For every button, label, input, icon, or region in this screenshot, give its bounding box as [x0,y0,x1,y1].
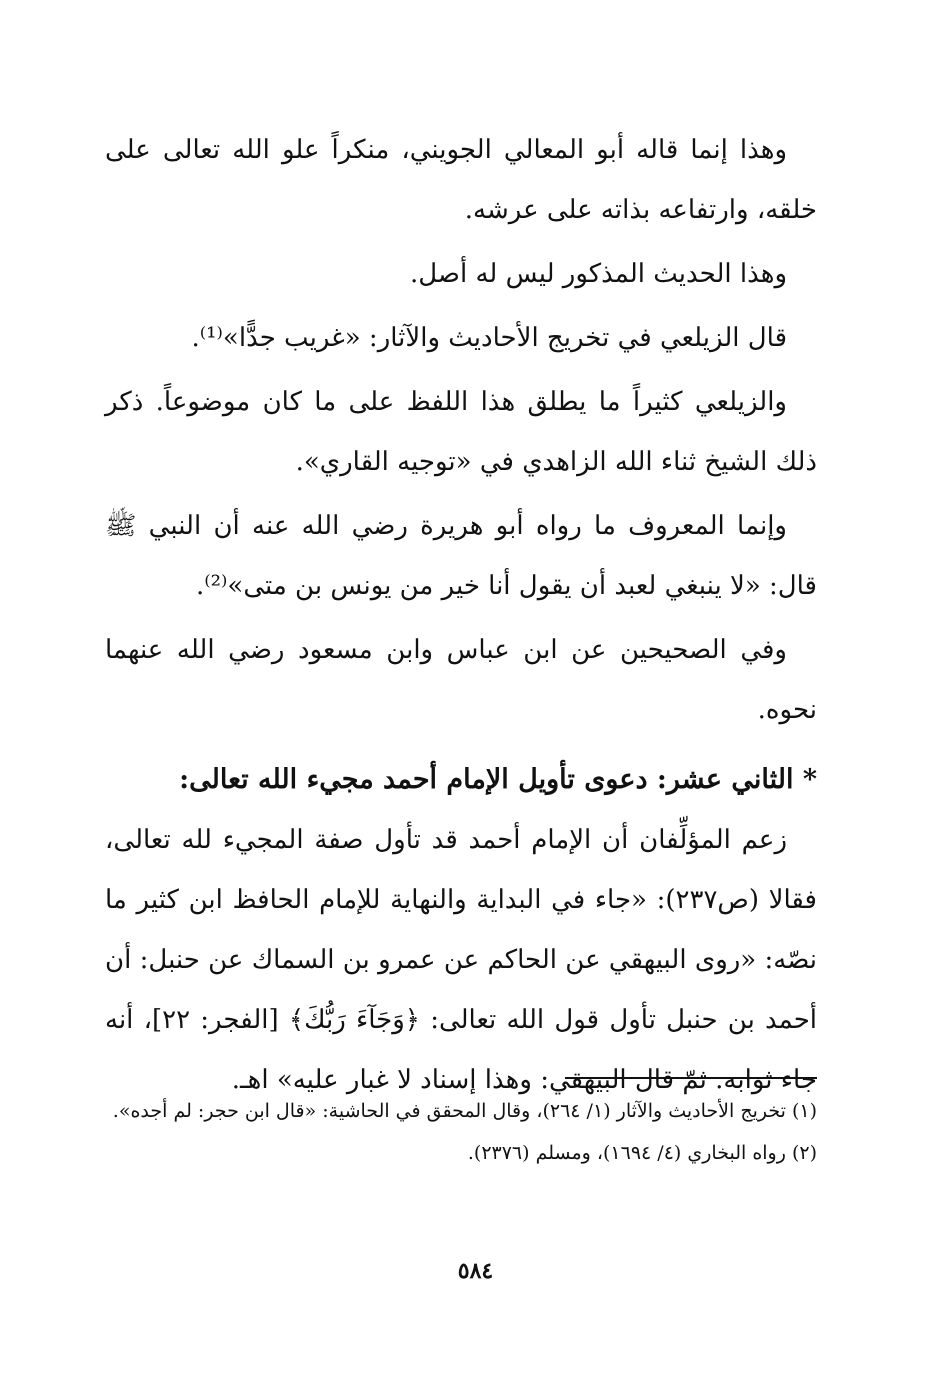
page-number: ٥٨٤ [457,1258,494,1284]
page-body [105,120,817,1114]
footnote-2: (٢) رواه البخاري (٤/ ١٦٩٤)، ومسلم (٢٣٧٦). [467,1142,817,1164]
paragraph-zaylai-usage: والزيلعي كثيراً ما يطلق هذا اللفظ على ما كان موضوعاً. ذكر ذلك الشيخ ثناء الله الزاهدي في «توجيه القاري». [105,387,817,477]
paragraph-sahihayn: وفي الصحيحين عن ابن عباس وابن مسعود رضي الله عنهما نحوه. [105,635,817,725]
paragraph-hadith-no-origin: وهذا الحديث المذكور ليس له أصل. [409,259,787,289]
footnotes [105,1090,817,1174]
paragraph-abu-hurayra: وإنما المعروف ما رواه أبو هريرة رضي الله عنه أن النبي ﷺ قال: «لا ينبغي لعبد أن يقول أنا خير من يونس بن متى»⁽²⁾. [105,511,817,601]
footnote-1: (١) تخريج الأحاديث والآثار (١/ ٢٦٤)، وقال المحقق في الحاشية: «قال ابن حجر: لم أجده». [112,1100,817,1122]
section-heading: * الثاني عشر: دعوى تأويل الإمام أحمد مجيء الله تعالى: [179,764,817,795]
paragraph-zaylai-quote: قال الزيلعي في تخريج الأحاديث والآثار: «غريب جدًّا»⁽¹⁾. [191,323,787,353]
footnote-divider [565,1077,817,1079]
paragraph-section-body: زعم المؤلِّفان أن الإمام أحمد قد تأول صفة المجيء لله تعالى، فقالا (ص٢٣٧): «جاء في البداية والنهاية للإمام الحافظ ابن كثير ما نصّه: «روى البيهقي عن الحاكم عن عمرو بن السماك عن حنبل: أن أحمد بن حنبل تأول قول الله تعالى: ﴿وَجَآءَ رَبُّكَ﴾ [الفجر: ٢٢]، أنه جاء ثوابه. ثمّ قال البيهقي: وهذا إسناد لا غبار عليه» اهـ. [105,825,818,1095]
paragraph-juwayni: وهذا إنما قاله أبو المعالي الجويني، منكراً علو الله تعالى على خلقه، وارتفاعه بذاته على عرشه. [105,135,817,225]
